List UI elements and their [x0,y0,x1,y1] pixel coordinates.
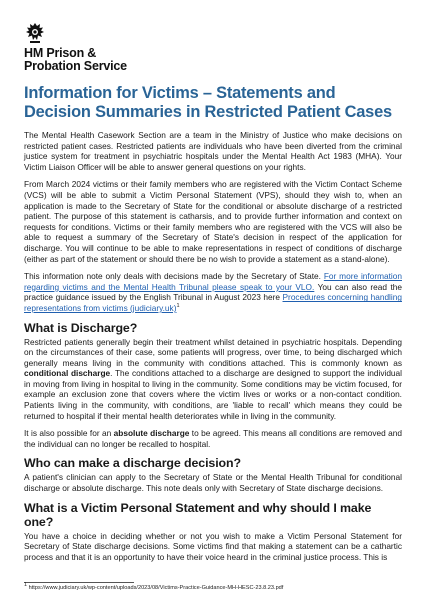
logo-line-1: HM Prison & [24,46,97,60]
footnote-url: https://www.judiciary.uk/wp-content/uploads/2023/08/Victims-Practice-Guidance-MH-HESC-23.8.23.pdf [27,585,284,591]
hmpps-logo [24,22,127,72]
footnote-divider [24,582,134,583]
footnote [24,582,284,592]
conditional-discharge-term: conditional discharge [24,368,111,379]
intro-paragraph-3 [24,271,402,313]
logo-line-2: Probation Service [24,58,127,73]
page-title: Information for Victims – Statements and Decision Summaries in Restricted Patient Cases [24,84,392,121]
absolute-text-b: to be agreed. This means all conditions are removed and the individual can no longer be recalled to hospital. [24,428,402,449]
discharge-text-b: . The conditions attached to a discharge are designed to support the individual in moving from living in hospital to living in the community. Some conditions may be victim focused, for example an exclusion zone that covers where the victim lives or works or a non-contact condition. Patients living in the community, with conditions, are 'liable to recall' which means they could be returned to hospital if their mental health deteriorates while in living in the community. [24,368,403,421]
heading-what-is-discharge: What is Discharge? [24,320,138,335]
intro-paragraph-2: From March 2024 victims or their family members who are registered with the Victim Contact Scheme (VCS) will be able to submit a Victim Personal Statement (VPS), should they wish to, when an application is made to the Secretary of State for the conditional or absolute discharge of a restricted patient. The purpose of this statement is catharsis, and to provide further information and context on requests for conditions. Victims or their family members who are registered with the VCS will also be able to request a summary of the Secretary of State's decision in respect of the application for discharge. You will continue to be able to make representations in respect of conditions of discharge (either as part of the statement or should there be no wish to provide a statement as a stand-alone). [24,179,402,264]
footnote-number: 1 [24,582,28,589]
discharge-text-a: Restricted patients generally begin their treatment whilst detained in psychiatric hospitals. Depending on the circumstances of their case, some patients will progress, over time, to being discharged which generally means living in the community with conditions attached. This is commonly known as [24,336,402,368]
intro-text-start: This information note only deals with decisions made by the Secretary of State. [24,271,324,282]
absolute-text-a: It is also possible for an [24,428,114,439]
royal-crest-icon [24,22,46,44]
discharge-paragraph-1 [24,337,402,422]
intro-text-mid: You can also read the practice guidance issued by the English Tribunal in August 2023 here [24,281,402,303]
document-body [24,130,402,569]
footnote-ref: 1 [176,303,180,310]
procedures-guidance-link[interactable]: Procedures concerning handling representations from victims (judiciary.uk) [24,292,402,313]
absolute-discharge-term: absolute discharge [113,428,190,439]
who-paragraph: A patient's clinician can apply to the Secretary of State or the Mental Health Tribunal for conditional discharge or absolute discharge. This note deals only with Secretary of State discharge decisions. [24,472,402,494]
intro-paragraph-1: The Mental Health Casework Section are a team in the Ministry of Justice who make decisions on restricted patient cases. Restricted patients are individuals who have been diverted from the criminal justice system for treatment in psychiatric hospitals under the Mental Health Act 1983 (MHA). Your Victim Liaison Officer will be able to answer general questions on your rights. [24,130,402,172]
discharge-paragraph-2 [24,428,402,449]
heading-what-is-vps: What is a Victim Personal Statement and why should I make one? [24,500,372,529]
vlo-tribunal-link[interactable]: For more information regarding victims and the Mental Health Tribunal please speak to your VLO. [24,271,402,292]
heading-who-can-decide: Who can make a discharge decision? [24,456,241,471]
vps-paragraph: You have a choice in deciding whether or not you wish to make a Victim Personal Statement for Secretary of State discharge decisions. Some victims find that making a statement can be a cathartic process and that it is an opportunity to have their voice heard in the criminal justice process. This is [24,530,402,562]
